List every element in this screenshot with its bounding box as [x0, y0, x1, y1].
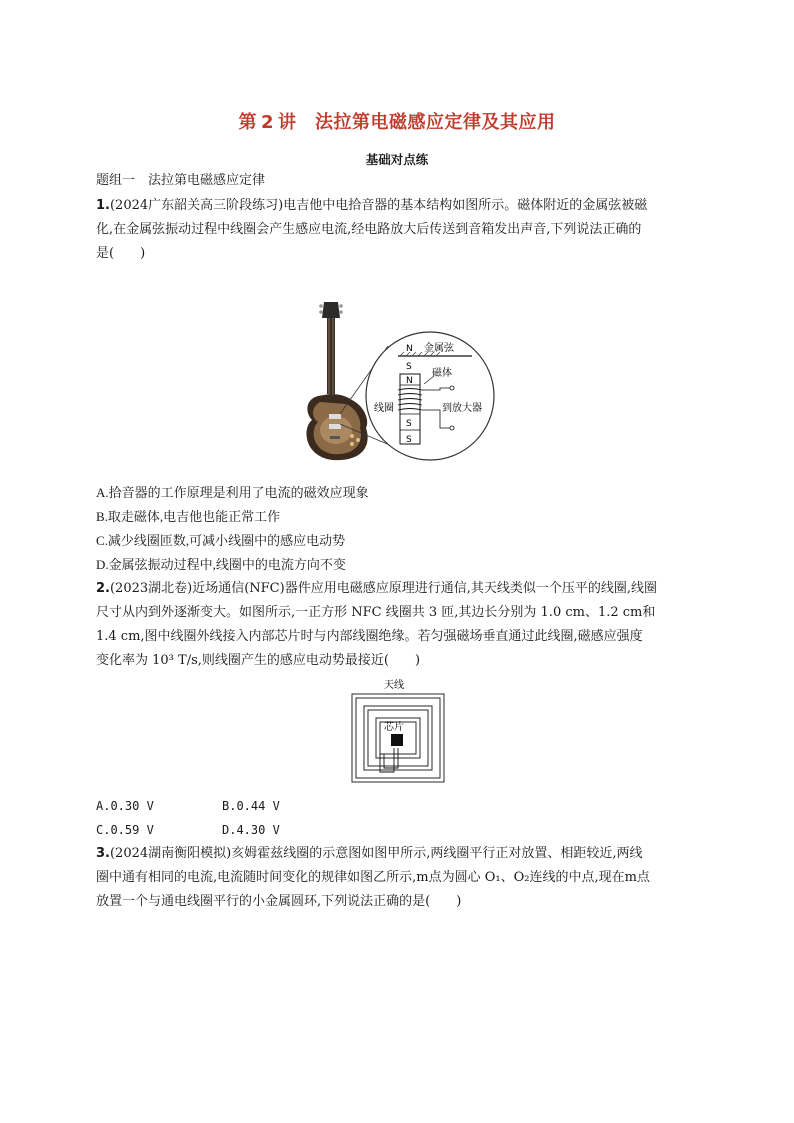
q1-option-b[interactable]: B.取走磁体,电吉他也能正常工作: [96, 509, 281, 524]
q3-line-2: 圈中通有相同的电流,电流随时间变化的规律如图乙所示,m点为圆心 O₁、O₂连线的中点,现在m点: [96, 870, 650, 885]
q2-line-3: 1.4 cm,图中线圈外线接入内部芯片时与内部线圈绝缘。若匀强磁场垂直通过此线圈,磁感应强度: [96, 629, 643, 644]
q2-options-row-2: [96, 821, 280, 839]
label-S-bottom: S: [406, 435, 412, 445]
q3-text-1: (2024湖南衡阳模拟)亥姆霍兹线圈的示意图如图甲所示,两线圈平行正对放置、相距较近,两线: [109, 846, 643, 861]
label-amplifier: 到放大器: [442, 403, 482, 414]
label-magnet: 磁体: [432, 368, 452, 379]
q2-line-1: [96, 580, 657, 598]
title-main: 法拉第电磁感应定律及其应用: [315, 112, 556, 133]
q1-line-3: 是( ): [96, 246, 146, 261]
q1-text-1: (2024广东韶关高三阶段练习)电吉他中电拾音器的基本结构如图所示。磁体附近的金属弦被磁: [109, 198, 648, 213]
guitar-image: [307, 302, 368, 460]
label-metal-string: 金属弦: [424, 343, 454, 354]
label-S-mid: S: [406, 419, 412, 429]
title-prefix: 第: [238, 112, 257, 133]
q2-text-1: (2023湖北卷)近场通信(NFC)器件应用电磁感应原理进行通信,其天线类似一个压平的线圈,线圈: [109, 581, 657, 596]
q1-option-c[interactable]: C.减少线圈匝数,可减小线圈中的感应电动势: [96, 533, 346, 548]
nfc-coil-figure: [344, 676, 452, 786]
guitar-pickup-figure: [300, 296, 500, 466]
section-subtitle: 基础对点练: [365, 152, 429, 167]
q3-number: 3.: [96, 846, 110, 861]
label-N-magnet: N: [406, 376, 413, 386]
q1-number: 1.: [96, 198, 110, 213]
title-suffix: 讲: [278, 112, 297, 133]
q2-number: 2.: [96, 581, 110, 596]
label-antenna: 天线: [384, 680, 404, 691]
q2-option-c[interactable]: C.0.59 V: [96, 823, 154, 837]
chip: [391, 734, 403, 746]
label-chip: 芯片: [384, 722, 404, 733]
q2-option-d[interactable]: D.4.30 V: [222, 823, 280, 837]
q3-line-3: 放置一个与通电线圈平行的小金属圆环,下列说法正确的是( ): [96, 894, 462, 909]
group-heading: 题组一 法拉第电磁感应定律: [96, 173, 266, 188]
q2-line-4: 变化率为 10³ T/s,则线圈产生的感应电动势最接近( ): [96, 653, 421, 668]
q2-line-2: 尺寸从内到外逐渐变大。如图所示,一正方形 NFC 线圈共 3 匝,其边长分别为 1.0 cm、1.2 cm和: [96, 605, 656, 620]
q2-option-b[interactable]: B.0.44 V: [222, 799, 280, 813]
q1-line-2: 化,在金属弦振动过程中线圈会产生感应电流,经电路放大后传送到音箱发出声音,下列说法正确的: [96, 222, 642, 237]
title-number: 2: [260, 112, 275, 133]
label-N-top: N: [406, 344, 413, 354]
q1-line-1: [96, 197, 647, 215]
page-title: [0, 108, 794, 134]
q1-option-a[interactable]: A.拾音器的工作原理是利用了电流的磁效应现象: [96, 485, 369, 500]
label-coil: 线圈: [374, 403, 394, 414]
q2-option-a[interactable]: A.0.30 V: [96, 799, 154, 813]
q2-options-row-1: [96, 797, 280, 815]
label-S-top: S: [406, 362, 412, 372]
q1-option-d[interactable]: D.金属弦振动过程中,线圈中的电流方向不变: [96, 557, 346, 572]
q3-line-1: [96, 845, 642, 863]
